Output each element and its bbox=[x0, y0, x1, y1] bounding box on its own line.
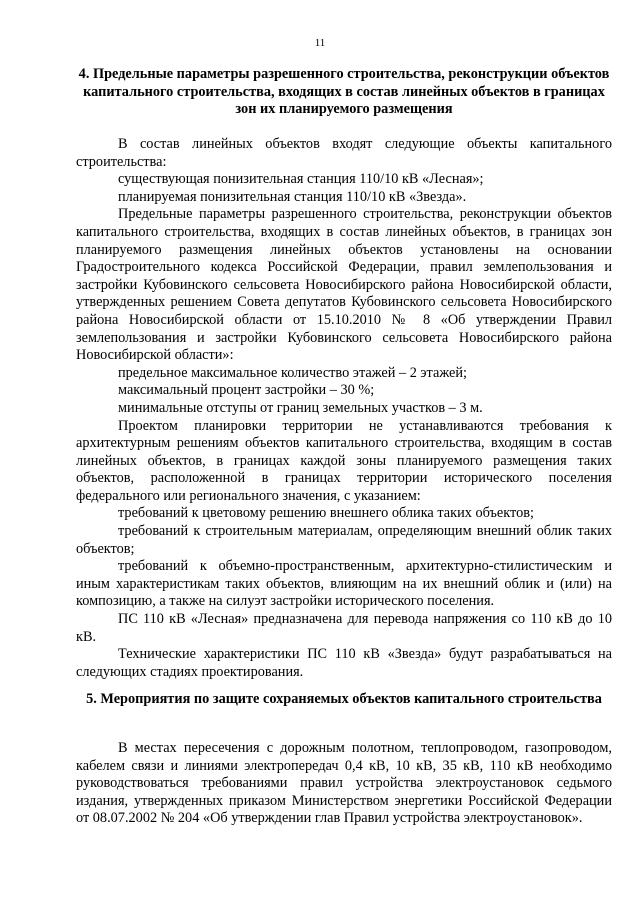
paragraph: максимальный процент застройки – 30 %; bbox=[118, 382, 375, 399]
paragraph: требований к объемно-пространственным, архитектурно-стилистическим и иным характеристикам таких объектов, влияющим на их внешний облик и (или) на композицию, а также на силуэт застройки исторического поселения. bbox=[76, 558, 612, 610]
paragraph: Проектом планировки территории не устанавливаются требования к архитектурным решениям объектов капитального строительства, входящим в состав линейных объектов, в границах каждой зоны планируемого размещения таких объектов, расположенной в границах территории исторического поселения федерального или регионального значения, с указанием: bbox=[76, 417, 612, 504]
paragraph: минимальные отступы от границ земельных участков – 3 м. bbox=[118, 399, 483, 416]
paragraph: предельное максимальное количество этажей – 2 этажей; bbox=[118, 364, 467, 381]
paragraph: планируемая понизительная станция 110/10 кВ «Звезда». bbox=[118, 188, 467, 205]
paragraph: ПС 110 кВ «Лесная» предназначена для перевода напряжения со 110 кВ до 10 кВ. bbox=[76, 611, 612, 645]
section-5-body bbox=[76, 740, 612, 828]
paragraph: В местах пересечения с дорожным полотном, теплопроводом, газопроводом, кабелем связи и линиями электропередач 0,4 кВ, 10 кВ, 35 кВ, 110 кВ необходимо руководствоваться требованиями правил устройства электроустановок седьмого издания, утвержденных приказом Министерством энергетики Российской Федерации от 08.07.2002 № 204 «Об утверждении глав Правил устройства электроустановок». bbox=[76, 740, 612, 827]
section-5-heading: 5. Мероприятия по защите сохраняемых объектов капитального строительства bbox=[86, 691, 602, 707]
paragraph: В состав линейных объектов входят следующие объекты капитального строительства: bbox=[76, 136, 612, 170]
page-number: 11 bbox=[314, 37, 326, 49]
section-4-body bbox=[76, 136, 612, 681]
paragraph: требований к цветовому решению внешнего облика таких объектов; bbox=[118, 505, 534, 522]
paragraph: существующая понизительная станция 110/10 кВ «Лесная»; bbox=[118, 171, 484, 188]
paragraph: требований к строительным материалам, определяющим внешний облик таких объектов; bbox=[76, 523, 612, 557]
section-4-heading: 4. Предельные параметры разрешенного строительства, реконструкции объектов капитального строительства, входящих в состав линейных объектов в границах зон их планируемого размещения bbox=[78, 66, 610, 117]
paragraph: Предельные параметры разрешенного строительства, реконструкции объектов капитального строительства, входящих в состав линейных объектов, в границах зон планируемого размещения линейных объектов установлены на основании Градостроительного кодекса Российской Федерации, правил землепользования и застройки Кубовинского сельсовета Новосибирского района Новосибирской области, утвержденных решением Совета депутатов Кубовинского сельсовета Новосибирского района Новосибирской области от 15.10.2010 № 8 «Об утверждении Правил землепользования и застройки Кубовинского сельсовета Новосибирского района Новосибирской области»: bbox=[76, 206, 612, 364]
paragraph: Технические характеристики ПС 110 кВ «Звезда» будут разрабатываться на следующих стадиях проектирования. bbox=[76, 646, 612, 680]
